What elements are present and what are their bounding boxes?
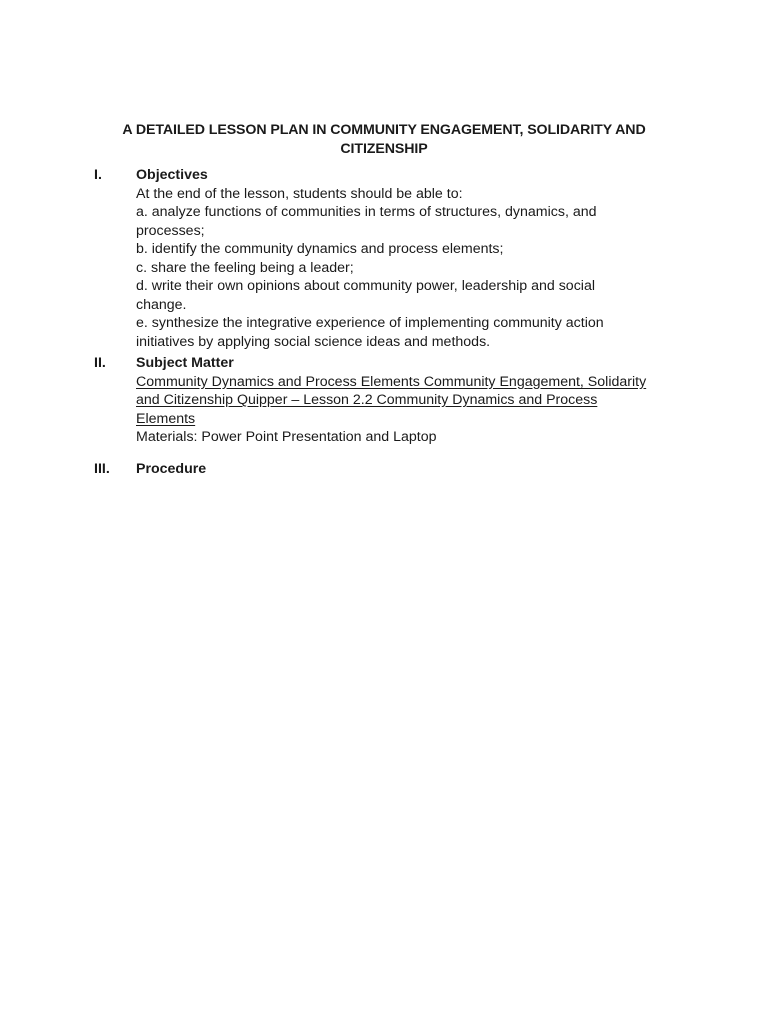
reference-link-line[interactable]: Elements (136, 410, 196, 427)
objective-line: e. synthesize the integrative experience of implementing community action (136, 315, 604, 331)
reference-link-line[interactable]: Community Dynamics and Process Elements Community Engagement, Solidarity (136, 373, 647, 390)
objective-line: change. (136, 296, 187, 313)
objective-line: c. share the feeling being a leader; (136, 259, 354, 276)
reference-link-line[interactable]: and Citizenship Quipper – Lesson 2.2 Community Dynamics and Process (136, 392, 598, 408)
objective-intro: At the end of the lesson, students should be able to: (136, 185, 463, 202)
objective-line: a. analyze functions of communities in terms of structures, dynamics, and (136, 204, 597, 220)
objective-line: processes; (136, 222, 205, 239)
objective-line: b. identify the community dynamics and process elements; (136, 241, 504, 257)
section-numeral: II. (94, 355, 106, 371)
objective-line: d. write their own opinions about community power, leadership and social (136, 278, 595, 294)
section-numeral: III. (94, 461, 110, 477)
section-heading: Subject Matter (136, 355, 234, 371)
document-title-line-2: CITIZENSHIP (340, 141, 428, 157)
section-heading: Procedure (136, 461, 207, 477)
section-numeral: I. (94, 167, 102, 183)
objective-line: initiatives by applying social science ideas and methods. (136, 333, 491, 350)
document-title (90, 121, 678, 159)
document-title-line-1: A DETAILED LESSON PLAN IN COMMUNITY ENGAGEMENT, SOLIDARITY AND (122, 122, 646, 138)
section-body (136, 354, 686, 447)
materials-line: Materials: Power Point Presentation and Laptop (136, 429, 437, 445)
section-body (136, 166, 686, 351)
section-body (136, 460, 686, 479)
section-heading: Objectives (136, 167, 208, 183)
